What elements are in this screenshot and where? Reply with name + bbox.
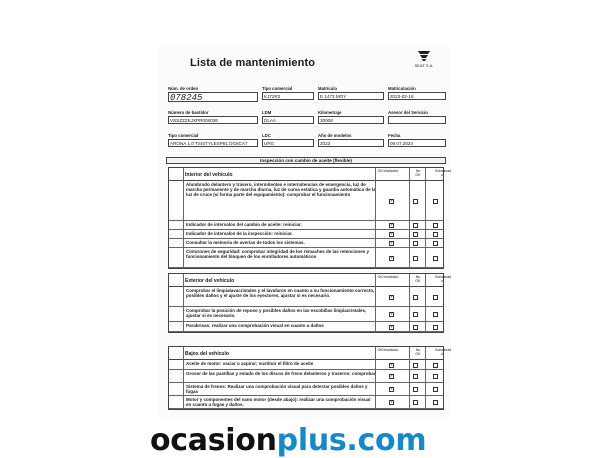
column-divider bbox=[425, 274, 426, 332]
checkbox-sub[interactable] bbox=[433, 400, 438, 405]
field-label: Núm. de orden bbox=[168, 86, 199, 91]
checklist-item-text: Comprobar la posición de reposo y posibles daños en las escobillas limpiacristales, ajustar si es necesario. bbox=[186, 308, 367, 319]
field-label: Fecha bbox=[388, 133, 401, 138]
checklist-item-text: Grosor de las pastillas y estado de los discos de freno delanteros y traseros: comprobar bbox=[186, 371, 376, 376]
seat-logo bbox=[410, 50, 438, 68]
checkbox-sub[interactable] bbox=[433, 199, 438, 204]
column-header-nook: No OK bbox=[415, 169, 421, 177]
column-divider bbox=[183, 168, 184, 268]
block-header bbox=[169, 168, 452, 181]
column-divider bbox=[409, 274, 410, 332]
field-label: LDC bbox=[262, 133, 271, 138]
block-title: Exterior del vehículo bbox=[185, 278, 235, 284]
checkbox-ok[interactable] bbox=[389, 295, 394, 300]
field-label: Tipo comercial bbox=[168, 133, 199, 138]
column-divider bbox=[183, 347, 184, 409]
column-header-ok: OK/realizado bbox=[377, 169, 399, 173]
checklist-row bbox=[169, 248, 443, 268]
checkbox-sub[interactable] bbox=[433, 223, 438, 228]
checklist-row bbox=[169, 230, 443, 239]
checkbox-nook[interactable] bbox=[413, 312, 418, 317]
field-value: 2023 bbox=[318, 139, 384, 147]
field-label: Matrícula bbox=[318, 86, 337, 91]
checkbox-ok[interactable] bbox=[389, 223, 394, 228]
column-header-ok: OK/realizado bbox=[377, 348, 399, 352]
checklist-item-text: Motor y componentes del vano motor (desde abajo): realizar una comprobación visual en cuanto a fugas y daños. bbox=[186, 397, 371, 408]
field-label: Kilometraje bbox=[318, 110, 342, 115]
column-divider bbox=[409, 168, 410, 268]
column-header-sub: Subsanad o bbox=[435, 348, 452, 356]
field-value: DLAA bbox=[262, 116, 314, 124]
field-value: 2023-02-16 bbox=[388, 92, 446, 100]
checklist-item-text: Aceite de motor: vaciar o aspirar; sustituir el filtro de aceite bbox=[186, 361, 314, 366]
checkbox-nook[interactable] bbox=[413, 223, 418, 228]
field-label: Matriculación bbox=[388, 86, 416, 91]
checkbox-nook[interactable] bbox=[413, 325, 418, 330]
checkbox-sub[interactable] bbox=[433, 241, 438, 246]
column-header-nook: No OK bbox=[415, 348, 421, 356]
section-title: Inspección con cambio de aceite (flexible) bbox=[166, 157, 446, 164]
field-value: KJ72R2 bbox=[262, 92, 314, 100]
column-divider bbox=[375, 274, 376, 332]
inspection-block bbox=[168, 167, 452, 269]
column-header-sub: Subsanad o bbox=[435, 169, 452, 177]
field-value: E 1473 MOY bbox=[318, 92, 384, 100]
field-label: Asesor del Servicio bbox=[388, 110, 428, 115]
field-label: LDM bbox=[262, 110, 272, 115]
checklist-row bbox=[169, 307, 443, 322]
field-value bbox=[388, 116, 446, 124]
checkbox-nook[interactable] bbox=[413, 232, 418, 237]
checkbox-nook[interactable] bbox=[413, 387, 418, 392]
checkbox-ok[interactable] bbox=[389, 325, 394, 330]
checklist-row bbox=[169, 181, 443, 221]
block-title: Interior del vehículo bbox=[185, 172, 233, 178]
checkbox-nook[interactable] bbox=[413, 363, 418, 368]
checklist-item-text: Cinturones de seguridad: comprobar integridad de los remaches de las retenciones y funcionamiento del bloqueo de los enrolladores automáticos bbox=[186, 249, 370, 260]
watermark-part2: plus.com bbox=[276, 423, 427, 458]
checklist-item-text: Parabrisas: realizar una comprobación visual en cuanto a daños bbox=[186, 323, 324, 328]
column-header-sub: Subsanad o bbox=[435, 275, 452, 283]
block-header bbox=[169, 347, 452, 360]
block-title: Bajos del vehículo bbox=[185, 351, 229, 357]
checklist-item-text: Sistema de frenos: Realizar una comprobación visual para detectar posibles daños y fugas bbox=[186, 384, 368, 395]
checklist-item-text: Indicador de intervalos de la inspección: reiniciar. bbox=[186, 231, 293, 236]
checklist-row bbox=[169, 322, 443, 332]
watermark-part1: ocasion bbox=[150, 423, 277, 458]
field-value: 078245 bbox=[168, 92, 258, 102]
block-header bbox=[169, 274, 452, 287]
field-label: Año de modelos bbox=[318, 133, 352, 138]
checklist-item-text: Consultar la memoria de averías de todos los sistemas. bbox=[186, 240, 305, 245]
column-divider bbox=[425, 347, 426, 409]
checklist-row bbox=[169, 221, 443, 230]
checkbox-nook[interactable] bbox=[413, 400, 418, 405]
field-label: Tipo comercial bbox=[262, 86, 293, 91]
checkbox-ok[interactable] bbox=[389, 256, 394, 261]
checkbox-ok[interactable] bbox=[389, 199, 394, 204]
column-divider bbox=[425, 168, 426, 268]
inspection-block bbox=[168, 346, 452, 410]
checkbox-nook[interactable] bbox=[413, 199, 418, 204]
checklist-item-text: Indicador de intervalos del cambio de aceite: reiniciar. bbox=[186, 222, 302, 227]
checkbox-sub[interactable] bbox=[433, 374, 438, 379]
logo-caption: SEAT S.A. bbox=[414, 63, 434, 68]
column-divider bbox=[409, 347, 410, 409]
checkbox-ok[interactable] bbox=[389, 374, 394, 379]
checkbox-sub[interactable] bbox=[433, 295, 438, 300]
checklist-row bbox=[169, 383, 443, 396]
checkbox-sub[interactable] bbox=[433, 312, 438, 317]
checkbox-sub[interactable] bbox=[433, 325, 438, 330]
checkbox-ok[interactable] bbox=[389, 232, 394, 237]
checklist-row bbox=[169, 239, 443, 248]
checkbox-ok[interactable] bbox=[389, 387, 394, 392]
field-value: ARONA 1.0 TSISTYLESP81 DG8CA7 bbox=[168, 139, 258, 147]
checkbox-sub[interactable] bbox=[433, 232, 438, 237]
ocasionplus-watermark bbox=[150, 423, 426, 458]
checkbox-nook[interactable] bbox=[413, 256, 418, 261]
checkbox-nook[interactable] bbox=[413, 241, 418, 246]
checklist-item-text: Alumbrado delantero y trasero, intermitentes e intermitencias de emergencia, luz de marcha permanente y de marcha diurna, luz de curva estática y guardia automática de la luz de cruce (si forma parte del equipamiento): comprobar el funcionamiento bbox=[186, 182, 376, 198]
checklist-row bbox=[169, 360, 443, 370]
checkbox-ok[interactable] bbox=[389, 241, 394, 246]
checklist-row bbox=[169, 396, 443, 409]
checkbox-nook[interactable] bbox=[413, 295, 418, 300]
checkbox-sub[interactable] bbox=[433, 363, 438, 368]
checkbox-nook[interactable] bbox=[413, 374, 418, 379]
column-header-ok: OK/realizado bbox=[377, 275, 399, 279]
checkbox-ok[interactable] bbox=[389, 363, 394, 368]
field-value: 30008 bbox=[318, 116, 384, 124]
checklist-row bbox=[169, 370, 443, 383]
document-title: Lista de mantenimiento bbox=[190, 57, 316, 69]
checkbox-ok[interactable] bbox=[389, 400, 394, 405]
column-divider bbox=[375, 168, 376, 268]
field-label: Número de bastidor bbox=[168, 110, 209, 115]
checklist-item-text: Comprobar el limpialavacristales y el lavafaros en cuanto a su funcionamiento correcto, posibles daños y el ajuste de los eyectores, ajustar si es necesario. bbox=[186, 288, 375, 299]
column-header-nook: No OK bbox=[415, 275, 421, 283]
column-divider bbox=[183, 274, 184, 332]
checklist-row bbox=[169, 287, 443, 307]
seat-logo-icon bbox=[417, 50, 431, 62]
field-value: 09.07.2024 bbox=[388, 139, 446, 147]
inspection-block bbox=[168, 273, 452, 333]
checkbox-sub[interactable] bbox=[433, 256, 438, 261]
checkbox-sub[interactable] bbox=[433, 387, 438, 392]
checkbox-ok[interactable] bbox=[389, 312, 394, 317]
field-value: VSSZZZKJXPR008036 bbox=[168, 116, 258, 124]
field-value: URG bbox=[262, 139, 314, 147]
column-divider bbox=[375, 347, 376, 409]
